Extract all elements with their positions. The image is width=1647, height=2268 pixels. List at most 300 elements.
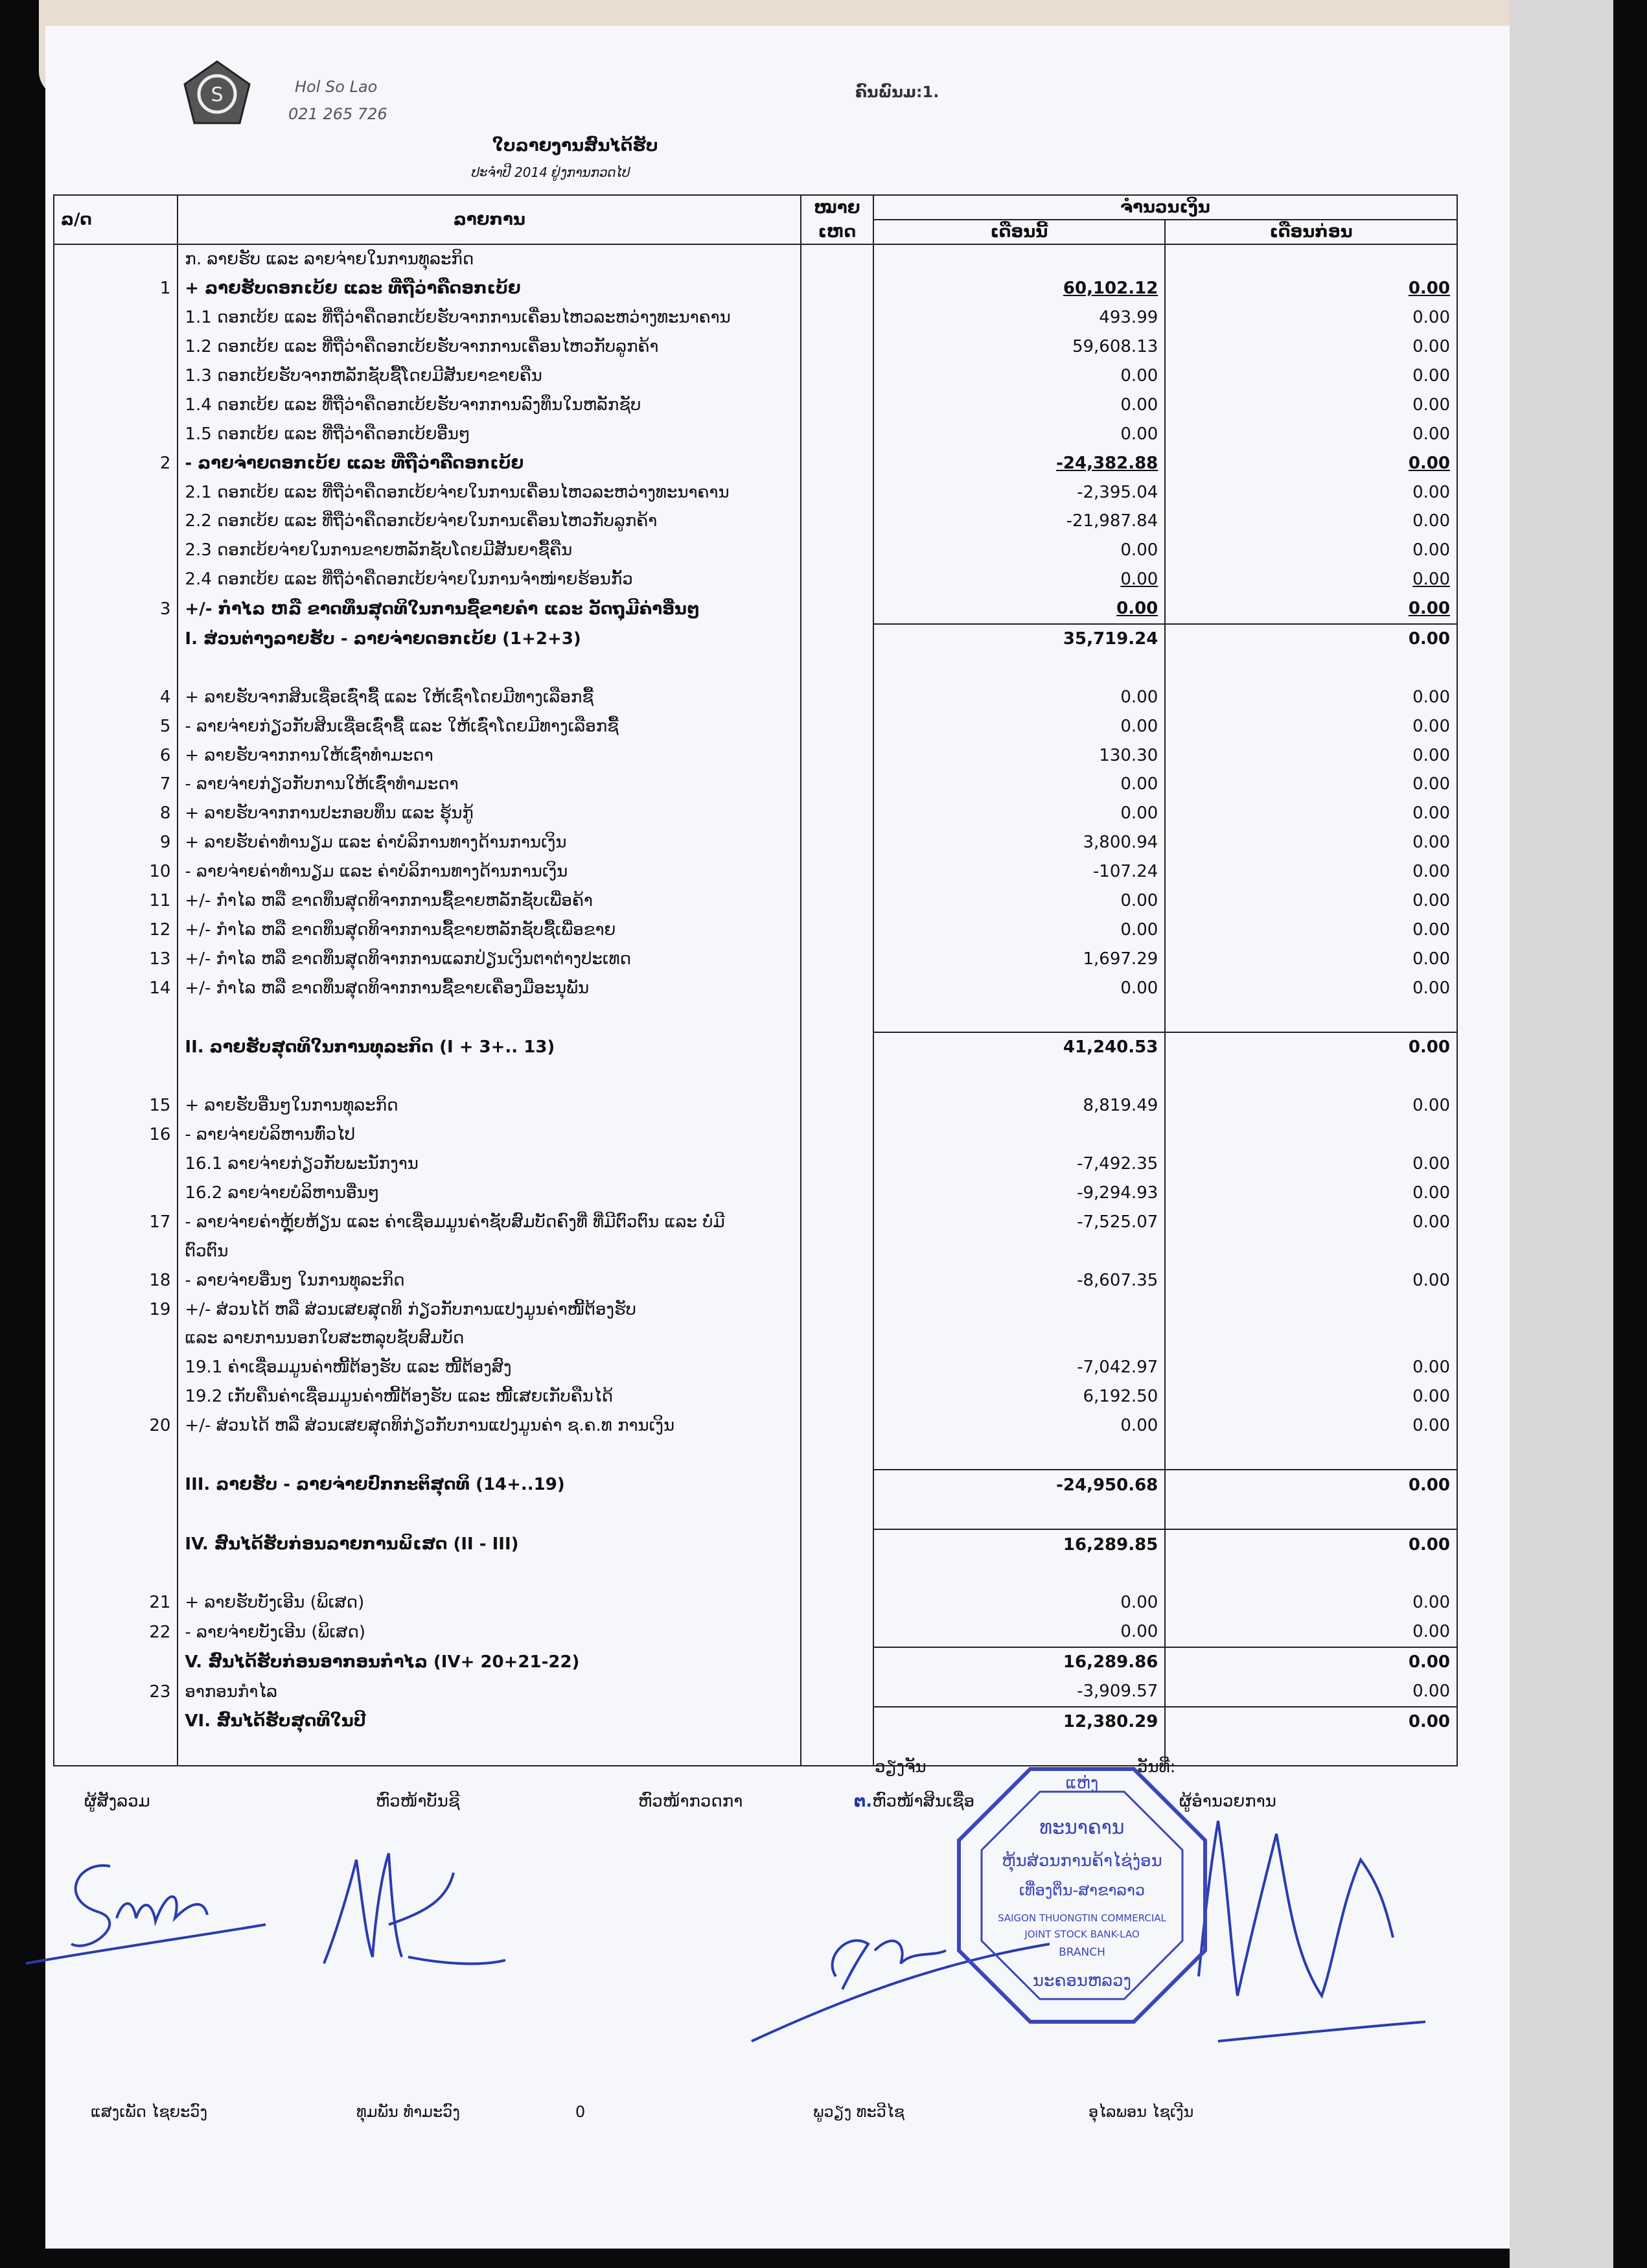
row-note	[801, 973, 873, 1002]
row-no: 5	[54, 712, 178, 741]
row-label: +/- ກຳໄລ ຫລື ຂາດທຶນສຸດທິຈາກການແລກປ່ຽນເງິນຕາຕ່າງປະເທດ	[178, 944, 801, 973]
report-subtitle: ປະຈຳປີ 2014 ຢູ່ງການກວດໄປ	[472, 165, 630, 180]
row-current-amount: -24,950.68	[873, 1470, 1166, 1499]
table-row	[54, 886, 1457, 916]
row-no	[54, 1647, 178, 1677]
row-previous-amount	[1165, 1062, 1457, 1091]
row-no	[54, 1062, 178, 1091]
table-row	[54, 1120, 1457, 1150]
table-row	[54, 653, 1457, 682]
row-label: 1.2 ດອກເບ້ຍ ແລະ ທີ່ຖືວ່າຄືດອກເບ້ຍຮັບຈາກການເຄື່ອນໄຫວກັບລູກຄ້າ	[178, 332, 801, 362]
name-chief-credit: ພູວຽງ ທະວີໄຊ	[813, 2103, 905, 2121]
date-label: ວັນທີ:	[1137, 1757, 1176, 1777]
row-previous-amount: 0.00	[1165, 741, 1457, 770]
row-label: - ລາຍຈ່າຍອື່ນໆ ໃນການທຸລະກິດ	[178, 1266, 801, 1295]
table-row	[54, 565, 1457, 594]
table-row	[54, 1529, 1457, 1559]
row-current-amount: -21,987.84	[873, 507, 1166, 536]
row-label: ຕົວຕົນ	[178, 1236, 801, 1266]
signature-chief-accountant	[311, 1834, 518, 1983]
row-previous-amount: 0.00	[1165, 1150, 1457, 1179]
row-current-amount	[873, 244, 1166, 274]
row-label: VI. ສົນໄດ້ຮັບສຸດທິໃນປີ	[178, 1707, 801, 1737]
row-note	[801, 1091, 873, 1120]
table-row	[54, 303, 1457, 332]
row-previous-amount	[1165, 653, 1457, 682]
row-note	[801, 1411, 873, 1441]
row-note	[801, 1441, 873, 1470]
row-note	[801, 536, 873, 565]
name-chief-accountant: ທຸມພັນ ທຳມະວົງ	[356, 2103, 460, 2121]
table-row	[54, 1470, 1457, 1499]
row-no: 1	[54, 274, 178, 303]
row-no	[54, 1324, 178, 1353]
row-current-amount: 0.00	[873, 886, 1166, 916]
row-label: ອາກອນກຳໄລ	[178, 1677, 801, 1707]
name-compiler: ແສງເພັດ ໄຊຍະວົງ	[91, 2103, 208, 2121]
table-row	[54, 1617, 1457, 1647]
row-note	[801, 624, 873, 654]
row-label: 16.1 ລາຍຈ່າຍກ່ຽວກັບພະນັກງານ	[178, 1150, 801, 1179]
role-chief-inspector: ຫົວໜ້າກວດກາ	[638, 1792, 743, 1811]
row-label: + ລາຍຮັບດອກເບ້ຍ ແລະ ທີ່ຖືວ່າຄືດອກເບ້ຍ	[178, 274, 801, 303]
row-current-amount: 0.00	[873, 565, 1166, 594]
row-no	[54, 244, 178, 274]
row-note	[801, 1499, 873, 1529]
row-previous-amount: 0.00	[1165, 973, 1457, 1002]
row-previous-amount	[1165, 1324, 1457, 1353]
row-current-amount: 0.00	[873, 362, 1166, 391]
col-no-header: ລ/ດ	[54, 195, 178, 244]
row-previous-amount: 0.00	[1165, 857, 1457, 886]
row-current-amount	[873, 1324, 1166, 1353]
row-previous-amount	[1165, 1295, 1457, 1324]
row-no	[54, 1707, 178, 1737]
role-compiler: ຜູ້ສັງລວມ	[84, 1792, 150, 1811]
row-label	[178, 1062, 801, 1091]
table-row	[54, 1707, 1457, 1737]
row-current-amount: -7,042.97	[873, 1353, 1166, 1382]
row-previous-amount: 0.00	[1165, 1382, 1457, 1411]
stamp-line-2: ຫຸ້ນສ່ວນການຄ້າໄຊ່ງ່ອນ	[1002, 1851, 1162, 1871]
row-label: ກ. ລາຍຮັບ ແລະ ລາຍຈ່າຍໃນການທຸລະກິດ	[178, 244, 801, 274]
row-previous-amount	[1165, 1441, 1457, 1470]
row-note	[801, 1588, 873, 1617]
table-row	[54, 419, 1457, 448]
table-row	[54, 1002, 1457, 1032]
row-label: ແລະ ລາຍການນອກໃບສະຫລຸບຊັບສົມບັດ	[178, 1324, 801, 1353]
col-current-header: ເດືອນນີ້	[873, 220, 1166, 244]
row-current-amount: 16,289.86	[873, 1647, 1166, 1677]
row-note	[801, 1470, 873, 1499]
row-note	[801, 1617, 873, 1647]
row-previous-amount: 0.00	[1165, 274, 1457, 303]
row-note	[801, 915, 873, 944]
row-current-amount: -3,909.57	[873, 1677, 1166, 1707]
stamp-line-3: ເທື່ອງຕິ່ນ-ສາຂາລາວ	[1019, 1881, 1146, 1899]
row-current-amount: -107.24	[873, 857, 1166, 886]
role-credit-label: ຫົວໜ້າສິນເຊື່ອ	[872, 1792, 975, 1811]
row-current-amount: 0.00	[873, 682, 1166, 712]
row-no	[54, 1382, 178, 1411]
row-previous-amount: 0.00	[1165, 1617, 1457, 1647]
table-row	[54, 448, 1457, 478]
row-label: 19.2 ເກັບຄືນຄ່າເຊື່ອມມູນຄ່າໜີ້ຕ້ອງຮັບ ແລະ ໜີ້ເສຍເກັບຄືນໄດ້	[178, 1382, 801, 1411]
row-previous-amount: 0.00	[1165, 390, 1457, 419]
row-current-amount: -2,395.04	[873, 478, 1166, 507]
row-note	[801, 1236, 873, 1266]
row-previous-amount: 0.00	[1165, 565, 1457, 594]
table-row	[54, 712, 1457, 741]
role-chief-accountant: ຫົວໜ້າບັນຊີ	[376, 1792, 460, 1811]
row-current-amount: -9,294.93	[873, 1179, 1166, 1208]
table-row	[54, 1324, 1457, 1353]
row-current-amount	[873, 653, 1166, 682]
row-no	[54, 507, 178, 536]
row-previous-amount: 0.00	[1165, 1707, 1457, 1737]
row-current-amount: 0.00	[873, 712, 1166, 741]
row-previous-amount	[1165, 1120, 1457, 1150]
row-label: 1.1 ດອກເບ້ຍ ແລະ ທີ່ຖືວ່າຄືດອກເບ້ຍຮັບຈາກການເຄື່ອນໄຫວລະຫວ່າງທະນາຄານ	[178, 303, 801, 332]
row-note	[801, 332, 873, 362]
row-label: V. ສົນໄດ້ຮັບກ່ອນອາກອນກຳໄລ (IV+ 20+21-22)	[178, 1647, 801, 1677]
table-row	[54, 1295, 1457, 1324]
row-no: 22	[54, 1617, 178, 1647]
table-row	[54, 1677, 1457, 1707]
row-no	[54, 1002, 178, 1032]
row-no	[54, 536, 178, 565]
row-current-amount: 0.00	[873, 1588, 1166, 1617]
row-label: + ລາຍຮັບອື່ນໆໃນການທຸລະກິດ	[178, 1091, 801, 1120]
row-note	[801, 594, 873, 624]
sheet-edge	[1510, 0, 1613, 2268]
row-no: 2	[54, 448, 178, 478]
row-previous-amount	[1165, 1236, 1457, 1266]
row-note	[801, 362, 873, 391]
row-current-amount: 0.00	[873, 799, 1166, 828]
table-row	[54, 973, 1457, 1002]
row-note	[801, 1032, 873, 1062]
table-row	[54, 332, 1457, 362]
row-note	[801, 1353, 873, 1382]
stamp-line-1: ທະນາຄານ	[1039, 1816, 1125, 1839]
row-no: 23	[54, 1677, 178, 1707]
table-row	[54, 478, 1457, 507]
row-current-amount: 0.00	[873, 1411, 1166, 1441]
table-row	[54, 1382, 1457, 1411]
table-row	[54, 1236, 1457, 1266]
row-no: 21	[54, 1588, 178, 1617]
table-row	[54, 244, 1457, 274]
row-previous-amount: 0.00	[1165, 944, 1457, 973]
table-row	[54, 1353, 1457, 1382]
row-note	[801, 944, 873, 973]
row-label: 1.5 ດອກເບ້ຍ ແລະ ທີ່ຖືວ່າຄືດອກເບ້ຍອື່ນໆ	[178, 419, 801, 448]
row-previous-amount: 0.00	[1165, 362, 1457, 391]
row-label: 16.2 ລາຍຈ່າຍບໍລິຫານອື່ນໆ	[178, 1179, 801, 1208]
table-row	[54, 536, 1457, 565]
row-no	[54, 1499, 178, 1529]
table-row	[54, 799, 1457, 828]
table-row	[54, 1179, 1457, 1208]
stamp-top-text: ແຫ່ງ	[1065, 1774, 1099, 1793]
row-no	[54, 1559, 178, 1588]
row-no: 11	[54, 886, 178, 916]
row-previous-amount: 0.00	[1165, 1091, 1457, 1120]
row-previous-amount: 0.00	[1165, 1647, 1457, 1677]
table-row	[54, 1266, 1457, 1295]
row-note	[801, 799, 873, 828]
table-row	[54, 741, 1457, 770]
row-previous-amount: 0.00	[1165, 682, 1457, 712]
row-no: 3	[54, 594, 178, 624]
row-current-amount: 3,800.94	[873, 828, 1166, 857]
row-no	[54, 1150, 178, 1179]
row-previous-amount: 0.00	[1165, 886, 1457, 916]
top-right-text: ຄົນພົນມ:1.	[855, 83, 939, 101]
row-label	[178, 1736, 801, 1766]
row-current-amount: 0.00	[873, 1617, 1166, 1647]
row-no: 12	[54, 915, 178, 944]
row-previous-amount: 0.00	[1165, 1032, 1457, 1062]
row-note	[801, 1324, 873, 1353]
row-note	[801, 1647, 873, 1677]
col-previous-header: ເດືອນກ່ອນ	[1165, 220, 1457, 244]
row-no	[54, 1529, 178, 1559]
table-row	[54, 1091, 1457, 1120]
row-label: +/- ກຳໄລ ຫລື ຂາດທຶນສຸດທິໃນການຊື້ຂາຍຄຳ ແລະ ວັດຖຸມີຄ່າອື່ນໆ	[178, 594, 801, 624]
bank-stamp	[952, 1763, 1212, 2028]
row-current-amount: -7,525.07	[873, 1207, 1166, 1236]
row-current-amount	[873, 1295, 1166, 1324]
row-previous-amount: 0.00	[1165, 828, 1457, 857]
row-previous-amount: 0.00	[1165, 799, 1457, 828]
row-current-amount: 41,240.53	[873, 1032, 1166, 1062]
row-note	[801, 244, 873, 274]
row-current-amount: 0.00	[873, 536, 1166, 565]
table-row	[54, 594, 1457, 624]
row-previous-amount	[1165, 1499, 1457, 1529]
row-no: 14	[54, 973, 178, 1002]
row-current-amount: 130.30	[873, 741, 1166, 770]
row-current-amount: 0.00	[873, 770, 1166, 799]
row-note	[801, 1207, 873, 1236]
row-no: 4	[54, 682, 178, 712]
table-row	[54, 1499, 1457, 1529]
row-label: +/- ກຳໄລ ຫລື ຂາດທຶນສຸດທິຈາກການຊື້ຂາຍເຄື່ອງມືອະນຸພັນ	[178, 973, 801, 1002]
row-note	[801, 419, 873, 448]
row-previous-amount: 0.00	[1165, 448, 1457, 478]
row-note	[801, 1062, 873, 1091]
row-no: 13	[54, 944, 178, 973]
row-label: - ລາຍຈ່າຍຄ່າຫຼຸ້ຍຫ້ຽນ ແລະ ຄ່າເຊື່ອມມູນຄ່າຊັບສົມບັດຄົງທີ່ ທີ່ມີຕົວຕົນ ແລະ ບໍ່ມີ	[178, 1207, 801, 1236]
row-note	[801, 274, 873, 303]
row-label: +/- ສ່ວນໄດ້ ຫລື ສ່ວນເສຍສຸດທິ ກ່ຽວກັບການແປງມູນຄ່າໜີ້ຕ້ອງຮັບ	[178, 1295, 801, 1324]
company-name: Hol So Lao	[295, 78, 378, 96]
row-label: + ລາຍຮັບຈາກການໃຫ້ເຊົ່າທຳມະດາ	[178, 741, 801, 770]
row-label: 1.3 ດອກເບ້ຍຮັບຈາກຫລັກຊັບຊື້ໂດຍມີສັນຍາຂາຍຄືນ	[178, 362, 801, 391]
table-row	[54, 1647, 1457, 1677]
row-note	[801, 478, 873, 507]
row-current-amount	[873, 1441, 1166, 1470]
table-row	[54, 1736, 1457, 1766]
row-note	[801, 886, 873, 916]
row-no	[54, 303, 178, 332]
row-current-amount: 16,289.85	[873, 1529, 1166, 1559]
table-row	[54, 1207, 1457, 1236]
row-label: 2.1 ດອກເບ້ຍ ແລະ ທີ່ຖືວ່າຄືດອກເບ້ຍຈ່າຍໃນການເຄື່ອນໄຫວລະຫວ່າງທະນາຄານ	[178, 478, 801, 507]
row-current-amount: 60,102.12	[873, 274, 1166, 303]
row-previous-amount: 0.00	[1165, 478, 1457, 507]
row-label: 19.1 ຄ່າເຊື່ອມມູນຄ່າໜີ້ຕ້ອງຮັບ ແລະ ໜີ້ຕ້ອງສົງ	[178, 1353, 801, 1382]
row-no	[54, 362, 178, 391]
row-no: 19	[54, 1295, 178, 1324]
row-note	[801, 1677, 873, 1707]
row-current-amount	[873, 1236, 1166, 1266]
row-previous-amount: 0.00	[1165, 594, 1457, 624]
row-note	[801, 1266, 873, 1295]
table-header-row-1	[54, 195, 1457, 220]
row-previous-amount: 0.00	[1165, 915, 1457, 944]
row-current-amount: 0.00	[873, 915, 1166, 944]
row-label: 1.4 ດອກເບ້ຍ ແລະ ທີ່ຖືວ່າຄືດອກເບ້ຍຮັບຈາກການລົງທຶນໃນຫລັກຊັບ	[178, 390, 801, 419]
row-note	[801, 507, 873, 536]
table-row	[54, 390, 1457, 419]
row-previous-amount: 0.00	[1165, 1470, 1457, 1499]
row-previous-amount	[1165, 1559, 1457, 1588]
table-row	[54, 1150, 1457, 1179]
row-note	[801, 1295, 873, 1324]
row-previous-amount	[1165, 244, 1457, 274]
row-note	[801, 1179, 873, 1208]
row-current-amount: 35,719.24	[873, 624, 1166, 654]
row-no: 7	[54, 770, 178, 799]
row-no	[54, 1470, 178, 1499]
row-no: 8	[54, 799, 178, 828]
row-label: 2.2 ດອກເບ້ຍ ແລະ ທີ່ຖືວ່າຄືດອກເບ້ຍຈ່າຍໃນການເຄື່ອນໄຫວກັບລູກຄ້າ	[178, 507, 801, 536]
row-note	[801, 1529, 873, 1559]
row-current-amount: 0.00	[873, 390, 1166, 419]
table-row	[54, 915, 1457, 944]
svg-text:S: S	[211, 84, 224, 106]
table-row	[54, 274, 1457, 303]
row-no	[54, 565, 178, 594]
row-previous-amount: 0.00	[1165, 1588, 1457, 1617]
row-no: 6	[54, 741, 178, 770]
row-note	[801, 1382, 873, 1411]
row-current-amount: 0.00	[873, 594, 1166, 624]
row-current-amount: 6,192.50	[873, 1382, 1166, 1411]
row-no	[54, 1236, 178, 1266]
stamp-line-5: JOINT STOCK BANK-LAO	[1024, 1928, 1140, 1940]
col-note-header-top: ໝາຍ	[801, 195, 873, 220]
row-label: I. ສ່ວນຕ່າງລາຍຮັບ - ລາຍຈ່າຍດອກເບ້ຍ (1+2+3)	[178, 624, 801, 654]
place-label: ວຽງຈັນ	[875, 1757, 927, 1777]
row-previous-amount: 0.00	[1165, 332, 1457, 362]
col-item-header: ລາຍການ	[178, 195, 801, 244]
row-label: + ລາຍຮັບຈາກສິນເຊື່ອເຊົ່າຊື້ ແລະ ໃຫ້ເຊົ່າໂດຍມີທາງເລືອກຊື້	[178, 682, 801, 712]
table-row	[54, 828, 1457, 857]
row-label: III. ລາຍຮັບ - ລາຍຈ່າຍປົກກະຕິສຸດທິ (14+..19)	[178, 1470, 801, 1499]
row-current-amount	[873, 1559, 1166, 1588]
row-label: IV. ສົນໄດ້ຮັບກ່ອນລາຍການພິເສດ (II - III)	[178, 1529, 801, 1559]
report-title: ໃບລາຍງານສົນໄດ້ຮັບ	[492, 136, 658, 156]
row-previous-amount: 0.00	[1165, 1529, 1457, 1559]
row-current-amount: -24,382.88	[873, 448, 1166, 478]
table-row	[54, 770, 1457, 799]
row-note	[801, 303, 873, 332]
row-current-amount	[873, 1062, 1166, 1091]
row-current-amount: 0.00	[873, 973, 1166, 1002]
row-note	[801, 1559, 873, 1588]
row-label: 2.3 ດອກເບ້ຍຈ່າຍໃນການຂາຍຫລັກຊັບໂດຍມີສັນຍາຊື້ຄືນ	[178, 536, 801, 565]
table-row	[54, 507, 1457, 536]
row-note	[801, 1150, 873, 1179]
row-label: + ລາຍຮັບບັງເອີນ (ພິເສດ)	[178, 1588, 801, 1617]
row-note	[801, 682, 873, 712]
row-no: 10	[54, 857, 178, 886]
stamp-bottom-text: ນະຄອນຫລວງ	[1032, 1971, 1132, 1991]
row-current-amount: -7,492.35	[873, 1150, 1166, 1179]
row-note	[801, 1736, 873, 1766]
table-row	[54, 1062, 1457, 1091]
row-no	[54, 1179, 178, 1208]
row-current-amount: 493.99	[873, 303, 1166, 332]
row-no	[54, 624, 178, 654]
name-chief-inspector: 0	[575, 2103, 586, 2121]
row-no	[54, 1441, 178, 1470]
row-no: 17	[54, 1207, 178, 1236]
row-previous-amount: 0.00	[1165, 770, 1457, 799]
table-row	[54, 1559, 1457, 1588]
row-no: 15	[54, 1091, 178, 1120]
table-row	[54, 1032, 1457, 1062]
company-phone: 021 265 726	[288, 105, 387, 123]
row-current-amount: 1,697.29	[873, 944, 1166, 973]
row-note	[801, 448, 873, 478]
row-label: +/- ສ່ວນໄດ້ ຫລື ສ່ວນເສຍສຸດທິກ່ຽວກັບການແປງມູນຄ່າ ຊ.ຄ.ທ ການເງິນ	[178, 1411, 801, 1441]
row-previous-amount: 0.00	[1165, 1179, 1457, 1208]
row-no: 20	[54, 1411, 178, 1441]
row-no	[54, 1736, 178, 1766]
row-label	[178, 653, 801, 682]
row-previous-amount: 0.00	[1165, 507, 1457, 536]
bank-logo-icon	[181, 58, 253, 130]
name-director: ອຸໄລພອນ ໄຊເງີນ	[1088, 2103, 1194, 2121]
role-director: ຜູ້ອຳນວຍການ	[1179, 1792, 1276, 1811]
table-row	[54, 682, 1457, 712]
row-current-amount: 12,380.29	[873, 1707, 1166, 1737]
row-label: - ລາຍຈ່າຍດອກເບ້ຍ ແລະ ທີ່ຖືວ່າຄືດອກເບ້ຍ	[178, 448, 801, 478]
role-credit-prefix: ຕ.	[854, 1792, 873, 1811]
row-note	[801, 770, 873, 799]
row-previous-amount: 0.00	[1165, 712, 1457, 741]
col-note-header-bottom: ເຫດ	[801, 220, 873, 244]
row-note	[801, 828, 873, 857]
row-note	[801, 390, 873, 419]
row-label: + ລາຍຮັບຈາກການປະກອບທຶນ ແລະ ຮຸ້ນກູ້	[178, 799, 801, 828]
row-label: - ລາຍຈ່າຍກ່ຽວກັບສິນເຊື່ອເຊົ່າຊື້ ແລະ ໃຫ້ເຊົ່າໂດຍມີທາງເລືອກຊື້	[178, 712, 801, 741]
row-previous-amount	[1165, 1002, 1457, 1032]
row-label	[178, 1499, 801, 1529]
table-row	[54, 1588, 1457, 1617]
row-note	[801, 741, 873, 770]
row-previous-amount: 0.00	[1165, 1266, 1457, 1295]
row-label: + ລາຍຮັບຄ່າທຳນຽມ ແລະ ຄ່າບໍລິການທາງດ້ານການເງິນ	[178, 828, 801, 857]
row-previous-amount: 0.00	[1165, 624, 1457, 654]
row-current-amount	[873, 1499, 1166, 1529]
row-previous-amount: 0.00	[1165, 1677, 1457, 1707]
